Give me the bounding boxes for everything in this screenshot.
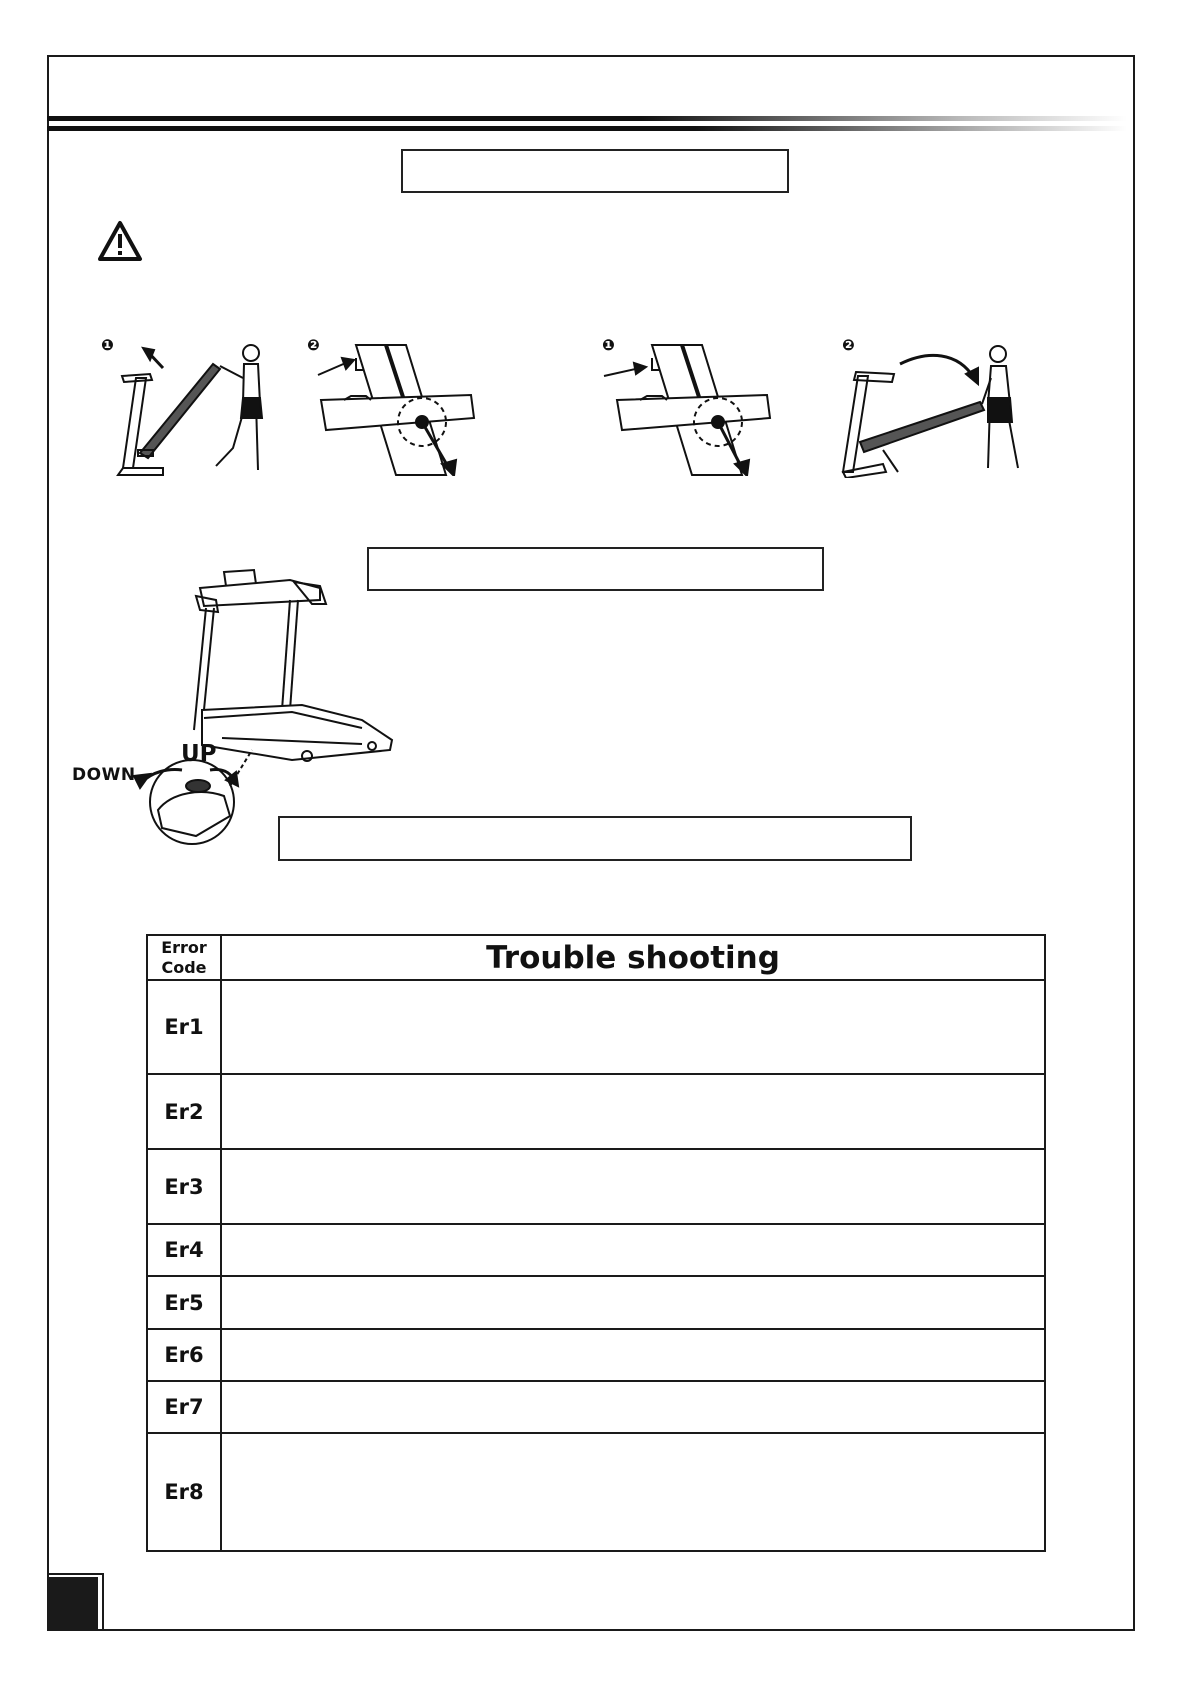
- incline-adjustment-illustration: [112, 560, 402, 845]
- error-code-cell: Er8: [147, 1433, 221, 1551]
- troubleshooting-rows: [147, 980, 1045, 1551]
- error-code-cell: Er3: [147, 1149, 221, 1224]
- unfolding-step-1-illustration: [600, 340, 772, 476]
- troubleshooting-cell: [221, 1329, 1045, 1381]
- error-code-header: [147, 935, 221, 980]
- troubleshooting-cell: [221, 1074, 1045, 1149]
- folding-step-1-illustration: [108, 338, 278, 478]
- folding-step-2-illustration: [316, 340, 476, 476]
- troubleshooting-header: Trouble shooting: [221, 935, 1045, 980]
- troubleshooting-cell: [221, 1149, 1045, 1224]
- warning-icon: [97, 220, 143, 262]
- troubleshooting-cell: [221, 1381, 1045, 1433]
- error-code-cell: Er6: [147, 1329, 221, 1381]
- page-number-block: [47, 1577, 98, 1631]
- header-rule-top: [47, 116, 1127, 121]
- table-row: [147, 1433, 1045, 1551]
- unfolding-step-2-illustration: [838, 342, 1060, 478]
- error-code-cell: Er7: [147, 1381, 221, 1433]
- table-row: [147, 1074, 1045, 1149]
- incline-down-label: DOWN: [72, 765, 136, 785]
- error-code-cell: Er4: [147, 1224, 221, 1276]
- step-marker-unfold-2: ❷: [842, 336, 855, 354]
- incline-title-box: [367, 547, 824, 591]
- table-row: [147, 1224, 1045, 1276]
- error-codes-title-box: [278, 816, 912, 861]
- error-code-header-line2: Code: [161, 957, 207, 977]
- error-code-cell: Er5: [147, 1276, 221, 1329]
- incline-up-label: UP: [181, 741, 217, 767]
- table-header-row: [147, 935, 1045, 980]
- troubleshooting-cell: [221, 1276, 1045, 1329]
- error-code-header-line1: Error: [161, 937, 207, 957]
- error-code-cell: Er1: [147, 980, 221, 1074]
- step-marker-fold-1: ❶: [101, 336, 114, 354]
- folding-title-box: [401, 149, 789, 193]
- table-row: [147, 1149, 1045, 1224]
- table-row: [147, 1329, 1045, 1381]
- troubleshooting-cell: [221, 1433, 1045, 1551]
- header-rule-bottom: [47, 126, 1127, 131]
- troubleshooting-cell: [221, 980, 1045, 1074]
- table-row: [147, 980, 1045, 1074]
- table-row: [147, 1276, 1045, 1329]
- table-row: [147, 1381, 1045, 1433]
- troubleshooting-cell: [221, 1224, 1045, 1276]
- error-code-cell: Er2: [147, 1074, 221, 1149]
- step-marker-fold-2: ❷: [307, 336, 320, 354]
- troubleshooting-table: [146, 934, 1046, 1552]
- step-marker-unfold-1: ❶: [602, 336, 615, 354]
